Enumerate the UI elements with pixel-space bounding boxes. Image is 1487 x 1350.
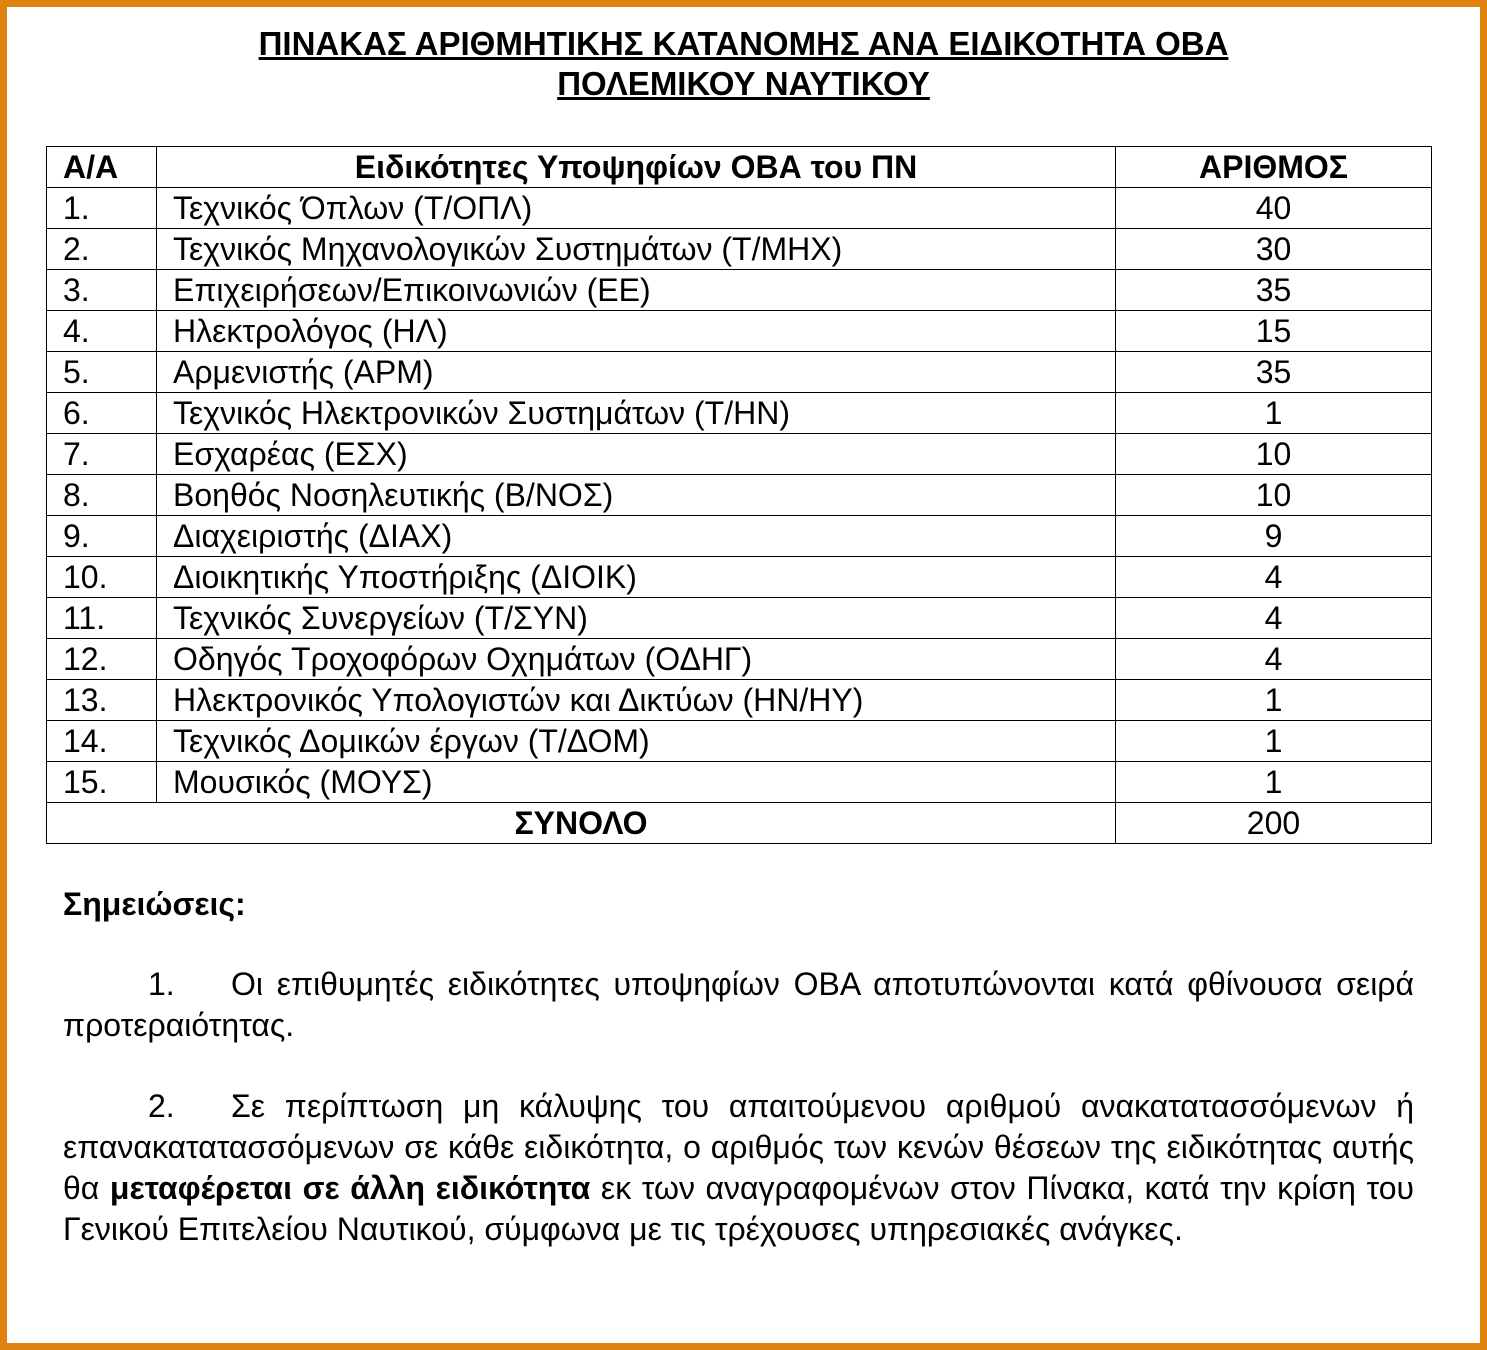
table-row xyxy=(47,762,1432,803)
row-count: 1 xyxy=(1116,762,1432,803)
row-count: 4 xyxy=(1116,557,1432,598)
total-row xyxy=(47,803,1432,844)
row-number: 12. xyxy=(47,639,157,680)
total-label: ΣΥΝΟΛΟ xyxy=(47,803,1116,844)
row-number: 13. xyxy=(47,680,157,721)
notes-heading: Σημειώσεις: xyxy=(63,886,246,922)
row-count: 40 xyxy=(1116,188,1432,229)
row-number: 15. xyxy=(47,762,157,803)
row-count: 30 xyxy=(1116,229,1432,270)
row-count: 35 xyxy=(1116,270,1432,311)
table-row xyxy=(47,557,1432,598)
row-specialty: Τεχνικός Ηλεκτρονικών Συστημάτων (Τ/ΗΝ) xyxy=(157,393,1116,434)
document-title xyxy=(7,24,1480,104)
row-count: 9 xyxy=(1116,516,1432,557)
row-number: 1. xyxy=(47,188,157,229)
row-specialty: Μουσικός (ΜΟΥΣ) xyxy=(157,762,1116,803)
title-line-1: ΠΙΝΑΚΑΣ ΑΡΙΘΜΗΤΙΚΗΣ ΚΑΤΑΝΟΜΗΣ ΑΝΑ ΕΙΔΙΚΟΤΗΤΑ ΟΒΑ xyxy=(258,25,1229,62)
table-row xyxy=(47,270,1432,311)
notes-section xyxy=(63,884,1414,1250)
row-count: 10 xyxy=(1116,475,1432,516)
row-number: 10. xyxy=(47,557,157,598)
note-2-number: 2. xyxy=(148,1088,175,1124)
table-header-row xyxy=(47,147,1432,188)
row-number: 2. xyxy=(47,229,157,270)
row-number: 8. xyxy=(47,475,157,516)
table-row xyxy=(47,393,1432,434)
note-2-text-bold: μεταφέρεται σε άλλη ειδικότητα xyxy=(109,1170,591,1206)
row-count: 10 xyxy=(1116,434,1432,475)
row-specialty: Τεχνικός Συνεργείων (Τ/ΣΥΝ) xyxy=(157,598,1116,639)
table-row xyxy=(47,721,1432,762)
row-count: 4 xyxy=(1116,639,1432,680)
table-row xyxy=(47,229,1432,270)
header-count: ΑΡΙΘΜΟΣ xyxy=(1116,147,1432,188)
table-row xyxy=(47,188,1432,229)
header-specialty: Ειδικότητες Υποψηφίων ΟΒΑ του ΠΝ xyxy=(157,147,1116,188)
row-number: 9. xyxy=(47,516,157,557)
row-count: 1 xyxy=(1116,393,1432,434)
row-number: 5. xyxy=(47,352,157,393)
table-row xyxy=(47,352,1432,393)
row-number: 4. xyxy=(47,311,157,352)
row-specialty: Τεχνικός Δομικών έργων (Τ/ΔΟΜ) xyxy=(157,721,1116,762)
table-row xyxy=(47,475,1432,516)
row-specialty: Τεχνικός Όπλων (Τ/ΟΠΛ) xyxy=(157,188,1116,229)
note-1 xyxy=(63,964,1414,1046)
row-number: 14. xyxy=(47,721,157,762)
table-row xyxy=(47,639,1432,680)
note-2-text-before: Σε περίπτωση μη κάλυψης του απαιτούμενου αριθμού ανακατατασσόμενων ή επανακατατασσόμενων σε κάθε ειδικότητα, ο αριθμός των κενών θέσεων της ειδικότητας αυτής θα xyxy=(63,1088,1414,1206)
row-count: 35 xyxy=(1116,352,1432,393)
note-2 xyxy=(63,1086,1414,1250)
note-1-number: 1. xyxy=(148,966,175,1002)
allocation-table xyxy=(46,146,1432,844)
table-row xyxy=(47,434,1432,475)
table-row xyxy=(47,680,1432,721)
note-1-text: Οι επιθυμητές ειδικότητες υποψηφίων ΟΒΑ αποτυπώνονται κατά φθίνουσα σειρά προτεραιότητας. xyxy=(63,966,1414,1043)
header-aa: Α/Α xyxy=(47,147,157,188)
row-count: 4 xyxy=(1116,598,1432,639)
row-number: 3. xyxy=(47,270,157,311)
total-value: 200 xyxy=(1116,803,1432,844)
row-specialty: Εσχαρέας (ΕΣΧ) xyxy=(157,434,1116,475)
row-specialty: Διοικητικής Υποστήριξης (ΔΙΟΙΚ) xyxy=(157,557,1116,598)
row-specialty: Επιχειρήσεων/Επικοινωνιών (ΕΕ) xyxy=(157,270,1116,311)
row-specialty: Τεχνικός Μηχανολογικών Συστημάτων (Τ/ΜΗΧ) xyxy=(157,229,1116,270)
row-number: 7. xyxy=(47,434,157,475)
row-specialty: Βοηθός Νοσηλευτικής (Β/ΝΟΣ) xyxy=(157,475,1116,516)
row-specialty: Διαχειριστής (ΔΙΑΧ) xyxy=(157,516,1116,557)
row-number: 6. xyxy=(47,393,157,434)
row-count: 15 xyxy=(1116,311,1432,352)
row-number: 11. xyxy=(47,598,157,639)
row-specialty: Ηλεκτρονικός Υπολογιστών και Δικτύων (ΗΝ/ΗΥ) xyxy=(157,680,1116,721)
row-specialty: Ηλεκτρολόγος (ΗΛ) xyxy=(157,311,1116,352)
row-count: 1 xyxy=(1116,680,1432,721)
title-line-2: ΠΟΛΕΜΙΚΟΥ ΝΑΥΤΙΚΟΥ xyxy=(557,65,930,102)
table-row xyxy=(47,598,1432,639)
row-specialty: Οδηγός Τροχοφόρων Οχημάτων (ΟΔΗΓ) xyxy=(157,639,1116,680)
table-row xyxy=(47,311,1432,352)
row-specialty: Αρμενιστής (ΑΡΜ) xyxy=(157,352,1116,393)
table-row xyxy=(47,516,1432,557)
row-count: 1 xyxy=(1116,721,1432,762)
note-2-text-after: εκ των αναγραφομένων στον Πίνακα, κατά την κρίση του Γενικού Επιτελείου Ναυτικού, σύμφωνα με τις τρέχουσες υπηρεσιακές ανάγκες. xyxy=(63,1170,1415,1247)
